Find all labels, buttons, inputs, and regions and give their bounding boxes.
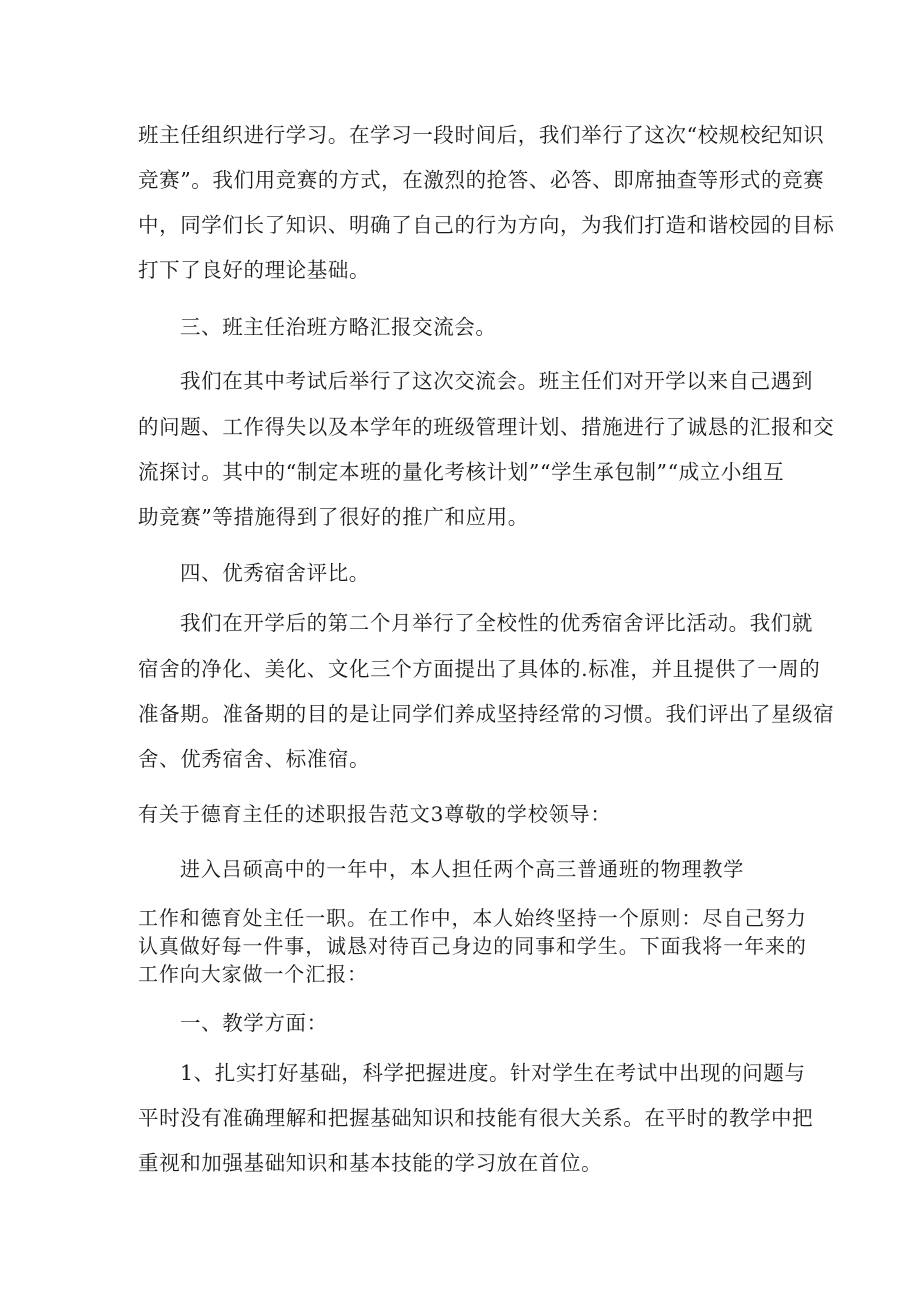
paragraph-line: 的问题、工作得失以及本学年的班级管理计划、措施进行了诚恳的汇报和交 [138,415,835,439]
paragraph-line: 宿舍的净化、美化、文化三个方面提出了具体的.标准，并且提供了一周的 [138,657,821,681]
paragraph-line: 我们在开学后的第二个月举行了全校性的优秀宿舍评比活动。我们就 [180,611,813,635]
section-heading-4: 四、优秀宿舍评比。 [180,561,370,585]
paragraph-line: 班主任组织进行学习。在学习一段时间后，我们举行了这次“校规校纪知识 [138,123,825,147]
paragraph-line: 竞赛”。我们用竞赛的方式，在激烈的抢答、必答、即席抽查等形式的竞赛 [138,168,825,192]
paragraph-line: 进入吕硕高中的一年中，本人担任两个高三普通班的物理教学 [180,857,745,881]
paragraph-line: 工作和德育处主任一职。在工作中，本人始终坚持一个原则：尽自己努力 [138,906,807,930]
report-title-line: 有关于德育主任的述职报告范文3尊敬的学校领导： [138,802,612,826]
paragraph-line: 1、扎实打好基础，科学把握进度。针对学生在考试中出现的问题与 [180,1061,806,1085]
paragraph-line: 中，同学们长了知识、明确了自己的行为方向，为我们打造和谐校园的目标 [138,213,835,237]
paragraph-line: 认真做好每一件事，诚恳对待百己身边的同事和学生。下面我将一年来的 [138,934,807,958]
paragraph-line: 我们在其中考试后举行了这次交流会。班主任们对开学以来自己遇到 [180,369,813,393]
paragraph-line: 助竞赛”等措施得到了很好的推广和应用。 [138,505,529,529]
paragraph-line: 平时没有准确理解和把握基础知识和技能有很大关系。在平时的教学中把 [138,1106,814,1130]
section-heading-teaching: 一、教学方面： [180,1011,328,1035]
paragraph-line: 打下了良好的理论基础。 [138,258,371,282]
paragraph-line: 准备期。准备期的目的是让同学们养成坚持经常的习惯。我们评出了星级宿 [138,702,835,726]
paragraph-line: 流探讨。其中的“制定本班的量化考核计划”“学生承包制”“成立小组互 [138,460,785,484]
paragraph-line: 重视和加强基础知识和基本技能的学习放在首位。 [138,1151,603,1175]
paragraph-line: 舍、优秀宿舍、标准宿。 [138,747,371,771]
section-heading-3: 三、班主任治班方略汇报交流会。 [180,315,497,339]
paragraph-line: 工作向大家做一个汇报： [138,962,368,986]
